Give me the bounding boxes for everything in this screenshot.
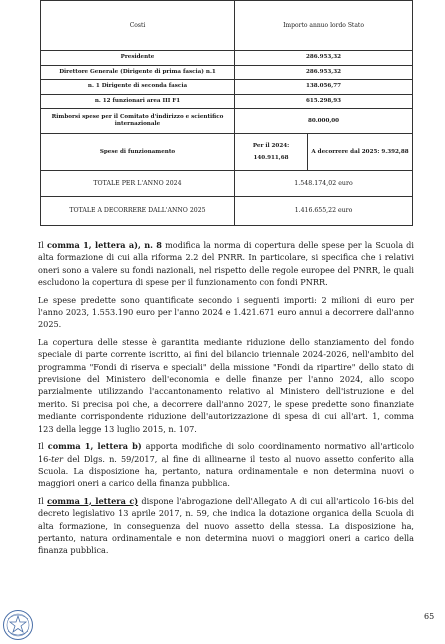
- text-run: Il: [38, 495, 48, 506]
- table-row: [41, 109, 413, 134]
- spese-2024-cell: [235, 134, 308, 171]
- paragraph-copertura: La copertura delle stesse è garantita mediante riduzione dello stanziamento del fondo speciale di parte corrente iscritto, ai fini del bilancio triennale 2024-2026, nell'ambito del programma "Fondi di riserva e speciali" della missione "Fondi da ripartire" dello stato di previsione del Ministero dell'economia e delle finanze per l'anno 2024, allo scopo parzialmente utilizzando l'accantonamento relativo al Ministero dell'istruzione e del merito. Si precisa poi che, a decorrere dall'anno 2027, le spese predette sono finanziate mediante corrispondente riduzione dell'autorizzazione di spesa di cui all'art. 1, comma 123 della legge 13 luglio 2015, n. 107.: [38, 336, 414, 434]
- page-number: 65: [424, 612, 435, 621]
- totale-2024-value: 1.548.174,02 euro: [235, 171, 413, 197]
- row-label: Direttore Generale (Dirigente di prima fascia) n.1: [41, 65, 235, 80]
- spese-label: Spese di funzionamento: [41, 134, 235, 171]
- text-run: apporta modifiche di solo coordinamento normativo all'articolo 16-: [38, 441, 414, 464]
- row-label: n. 12 funzionari area III F1: [41, 94, 235, 109]
- table-row-totale-2024: [41, 171, 413, 197]
- table-row: [41, 80, 413, 95]
- header-importo: Importo annuo lordo Stato: [235, 1, 413, 51]
- row-label: n. 1 Dirigente di seconda fascia: [41, 80, 235, 95]
- spese-2024-value: 140.911,68: [253, 154, 289, 161]
- totale-2025-label: TOTALE A DECORRERE DALL'ANNO 2025: [41, 197, 235, 226]
- text-run: Il: [38, 441, 48, 452]
- row-label: Presidente: [41, 51, 235, 66]
- text-run: modifica la norma di copertura delle spese per la Scuola di alta formazione di cui alla riforma 2.2 del PNRR. In particolare, si specifica che i relativi oneri sono a valere su fondi nazionali, nel rispetto delle regole europee del PNRR, le quali escludono la copertura di spese per il funzionamento con fondi PNRR.: [38, 240, 414, 288]
- paragraph-comma-1c: [38, 495, 414, 557]
- paragraph-importi: Le spese predette sono quantificate secondo i seguenti importi: 2 milioni di euro per l'anno 2023, 1.553.190 euro per l'anno 2024 e 1.421.671 euro annui a decorrere dall'anno 2025.: [38, 294, 414, 330]
- paragraph-comma-1b: [38, 440, 414, 490]
- row-value: 80.000,00: [235, 109, 413, 134]
- table-header-row: [41, 1, 413, 51]
- text-run: Il: [38, 240, 47, 250]
- paragraph-comma-1a: [38, 239, 414, 289]
- row-label: Rimborsi spese per il Comitato d'indirizzo e scientifico internazionale: [41, 109, 235, 134]
- text-run: del Dlgs. n. 59/2017, al fine di allinearne il testo al nuovo assetto conferito alla Scuola. La disposizione ha, pertanto, natura ordinamentale e non determina nuovi o maggiori oneri a carico della finanza pubblica.: [38, 453, 414, 489]
- reference-bold: comma 1, lettera b): [47, 441, 142, 452]
- table-row-totale-2025: [41, 197, 413, 226]
- spese-2025-value: A decorrere dal 2025: 9.392,88: [308, 134, 413, 171]
- row-value: 286.953,32: [235, 51, 413, 66]
- spese-2024-label: Per il 2024:: [252, 142, 290, 149]
- table-row: [41, 94, 413, 109]
- row-value: 615.298,93: [235, 94, 413, 109]
- row-value: 286.953,32: [235, 65, 413, 80]
- reference-bold: comma 1, lettera a), n. 8: [46, 240, 162, 250]
- header-costi: Costi: [41, 1, 235, 51]
- text-run: dispone l'abrogazione dell'Allegato A di cui all'articolo 16-bis del decreto legislativo 13 aprile 2017, n. 59, che indica la dotazione organica della Scuola di alta formazione, in conseguenza del nuovo assetto della stessa. La disposizione ha, pertanto, natura ordinamentale e non determina nuovi o maggiori oneri a carico della finanza pubblica.: [38, 495, 414, 556]
- text-italic: ter: [51, 453, 64, 464]
- table-row: [41, 51, 413, 66]
- table-row-spese: [41, 134, 413, 171]
- parliament-seal-icon: [2, 609, 34, 641]
- body-text: [38, 239, 414, 562]
- row-value: 138.056,77: [235, 80, 413, 95]
- totale-2025-value: 1.416.655,22 euro: [235, 197, 413, 226]
- reference-bold-underlined: comma 1, lettera c): [47, 495, 139, 506]
- totale-2024-label: TOTALE PER L'ANNO 2024: [41, 171, 235, 197]
- table-row: [41, 65, 413, 80]
- costs-table: [40, 0, 413, 226]
